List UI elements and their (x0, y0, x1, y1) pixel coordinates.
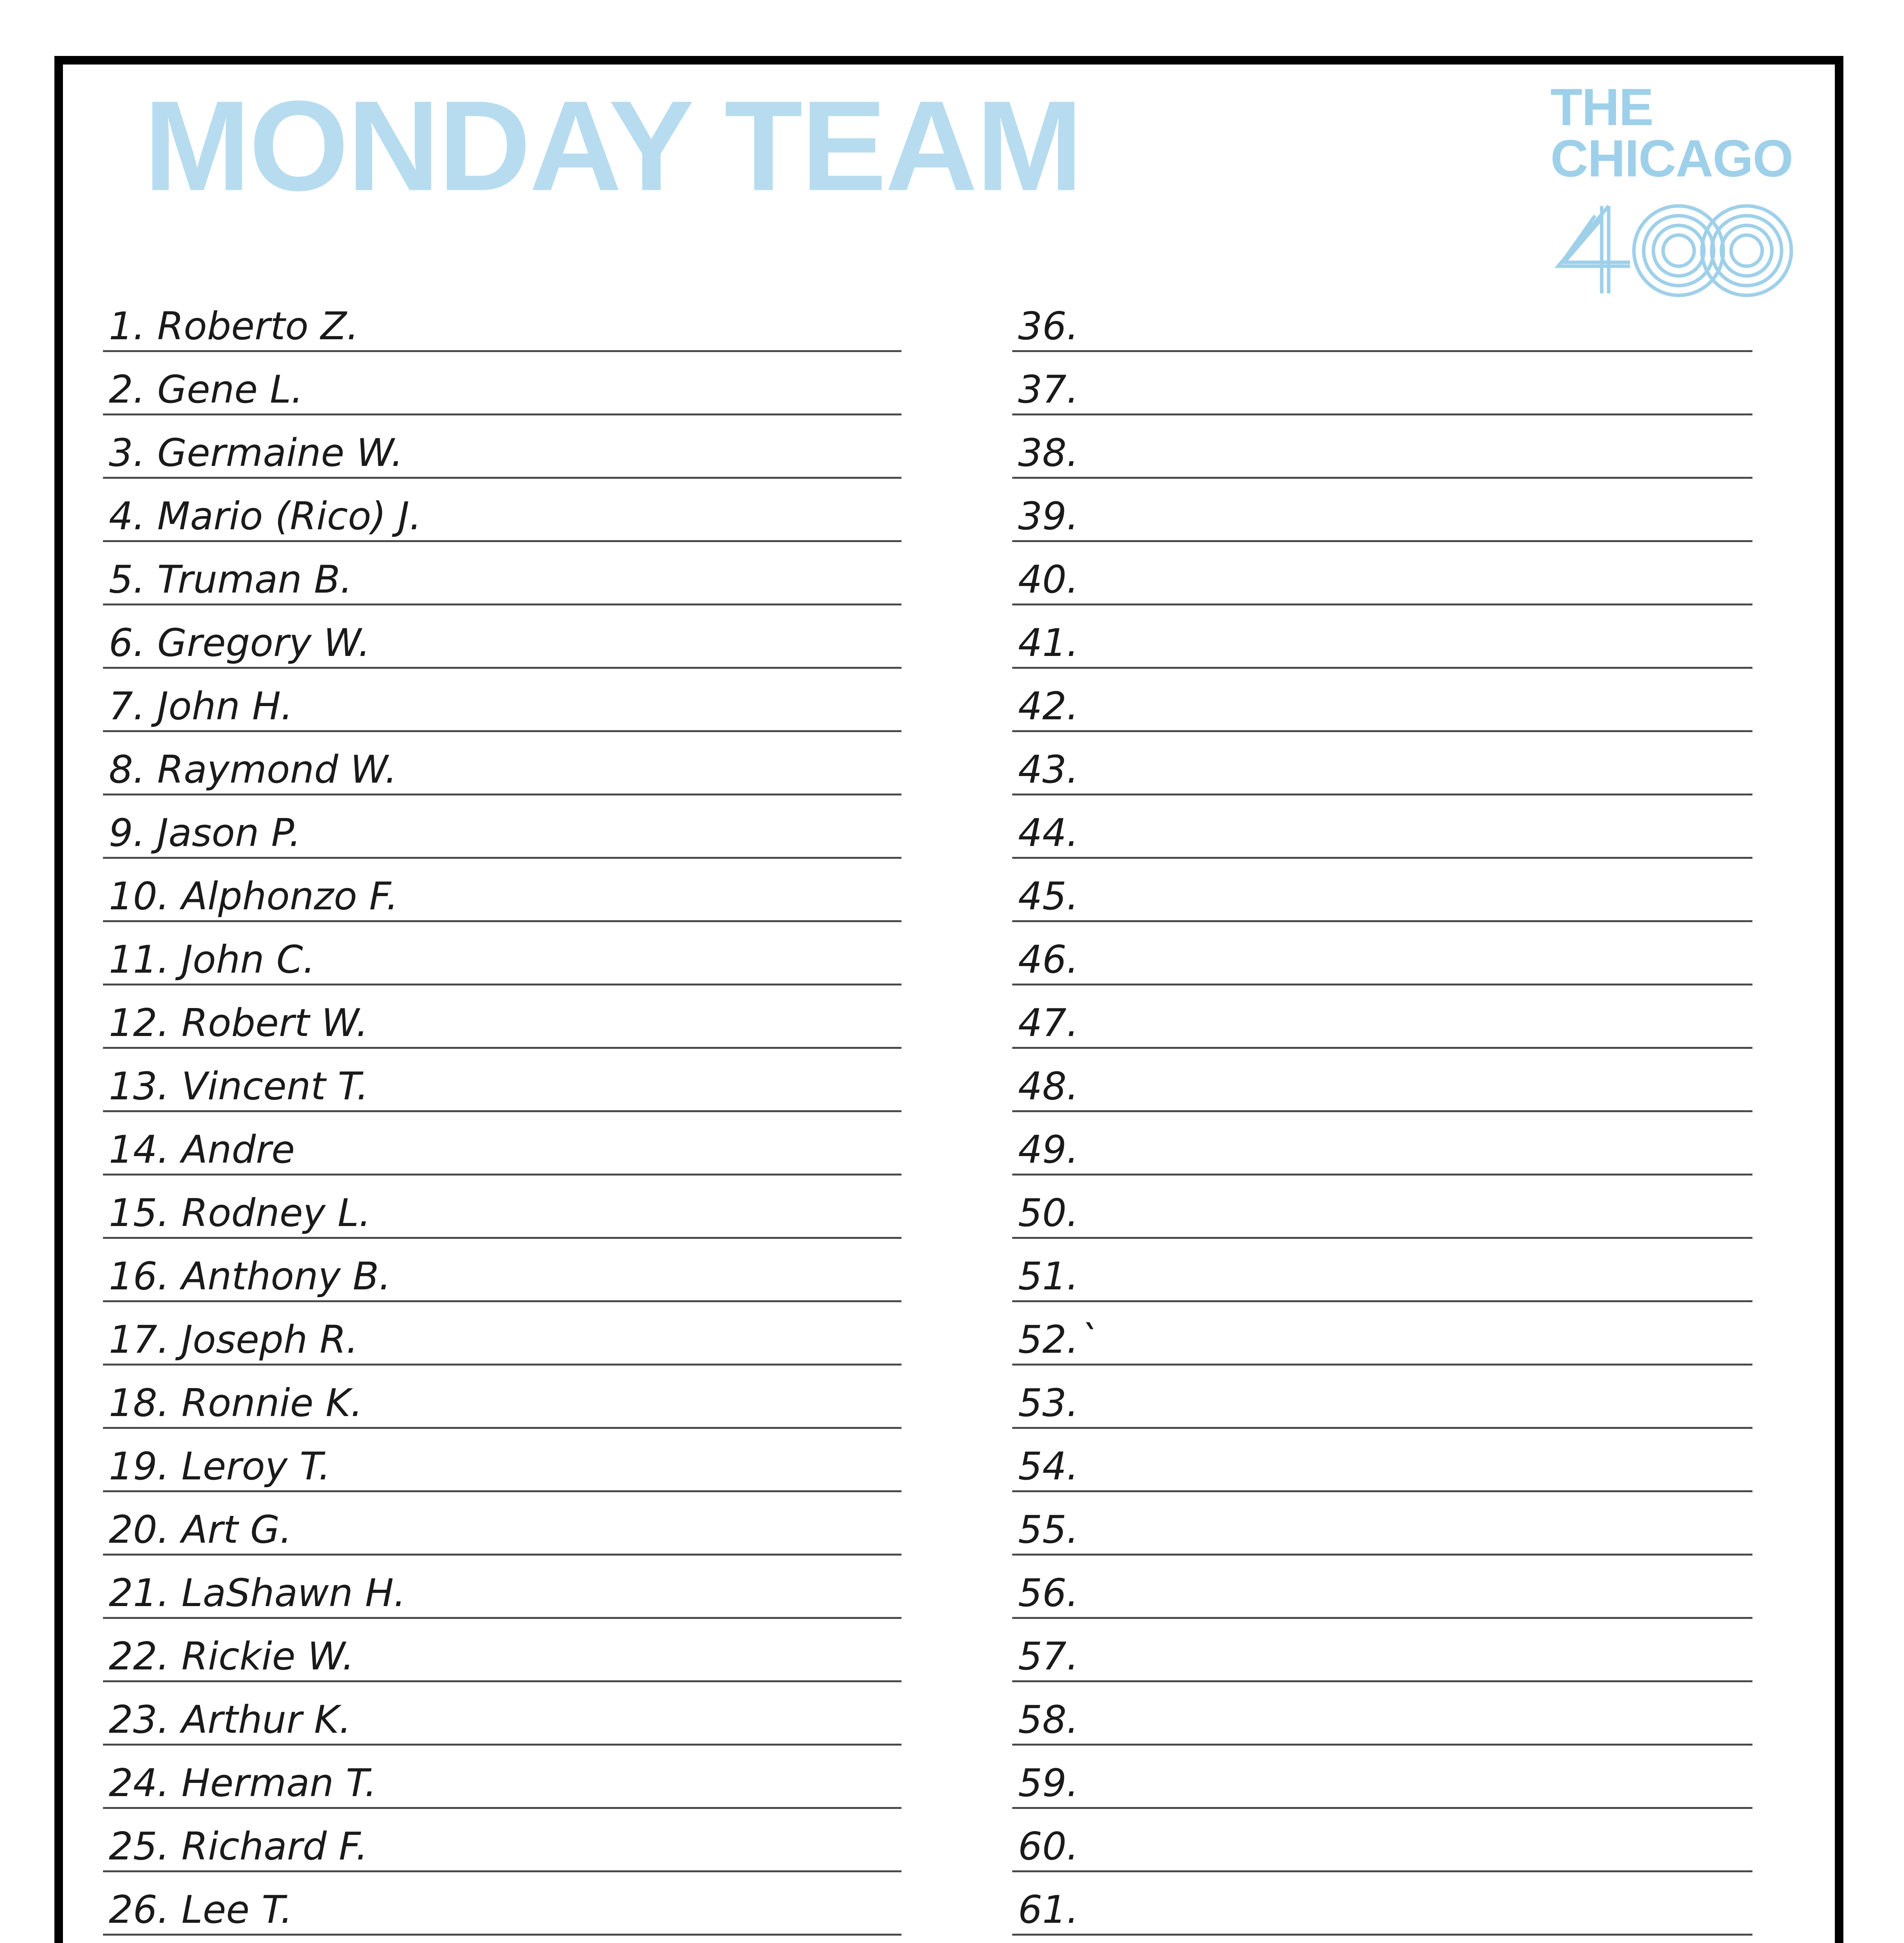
roster-entry: 38. (1018, 431, 1079, 475)
roster-entry: 16. Anthony B. (109, 1254, 391, 1299)
roster-row (103, 1429, 901, 1492)
roster-row (103, 542, 901, 605)
roster-entry: 14. Andre (109, 1128, 295, 1172)
roster-entry: 61. (1018, 1888, 1079, 1932)
roster-entry: 11. John C. (109, 938, 315, 982)
roster-entry: 9. Jason P. (109, 811, 301, 855)
roster-row (1012, 732, 1752, 795)
roster-entry: 36. (1018, 304, 1079, 349)
roster-row (1012, 1809, 1752, 1872)
roster-entry: 51. (1018, 1254, 1079, 1299)
roster-row (1012, 1049, 1752, 1112)
roster-row (103, 1176, 901, 1239)
roster-entry: 24. Herman T. (109, 1761, 377, 1805)
roster-row (1012, 1682, 1752, 1746)
roster-row (1012, 1936, 1752, 1943)
roster-entry: 21. LaShawn H. (109, 1571, 406, 1615)
roster-row (1012, 479, 1752, 542)
roster-column-right (1012, 289, 1752, 1943)
roster-row (103, 289, 901, 352)
roster-row (103, 415, 901, 479)
roster-entry: 25. Richard F. (109, 1824, 368, 1869)
roster-row (1012, 1872, 1752, 1936)
roster-entry: 58. (1018, 1698, 1079, 1742)
roster-row (103, 352, 901, 415)
logo-line-2: CHICAGO (1550, 129, 1793, 188)
roster-entry: 15. Rodney L. (109, 1191, 371, 1235)
roster-row (1012, 985, 1752, 1049)
roster-row (1012, 1302, 1752, 1366)
roster-entry: 53. (1018, 1381, 1079, 1425)
roster-entry: 56. (1018, 1571, 1079, 1615)
roster-row (1012, 1366, 1752, 1429)
roster-entry: 39. (1018, 494, 1079, 539)
roster-entry: 26. Lee T. (109, 1888, 293, 1932)
roster-entry: 4. Mario (Rico) J. (109, 494, 422, 539)
roster-entry: 12. Robert W. (109, 1001, 368, 1045)
roster-row (103, 1239, 901, 1302)
roster-entry: 52.` (1018, 1318, 1098, 1362)
roster-entry: 40. (1018, 558, 1079, 602)
roster-row (103, 1746, 901, 1809)
roster-row (1012, 1746, 1752, 1809)
roster-entry: 13. Vincent T. (109, 1064, 369, 1109)
roster-entry: 43. (1018, 748, 1079, 792)
roster-entry: 50. (1018, 1191, 1079, 1235)
roster-entry: 1. Roberto Z. (109, 304, 359, 349)
roster-entry: 23. Arthur K. (109, 1698, 351, 1742)
roster-row (1012, 289, 1752, 352)
roster-entry: 57. (1018, 1634, 1079, 1679)
roster-entry: 10. Alphonzo F. (109, 874, 399, 919)
roster-entry: 2. Gene L. (109, 368, 303, 412)
roster-entry: 46. (1018, 938, 1079, 982)
roster-row (103, 1112, 901, 1176)
roster-row (103, 669, 901, 732)
roster-row (103, 732, 901, 795)
logo-line-1: THE (1550, 78, 1653, 136)
roster-entry: 37. (1018, 368, 1079, 412)
roster-entry: 17. Joseph R. (109, 1318, 358, 1362)
roster-entry: 55. (1018, 1508, 1079, 1552)
roster-row (103, 859, 901, 922)
roster-row (103, 795, 901, 859)
roster-entry: 19. Leroy T. (109, 1444, 331, 1489)
roster-entry: 22. Rickie W. (109, 1634, 354, 1679)
roster-entry: 54. (1018, 1444, 1079, 1489)
roster-row (103, 985, 901, 1049)
roster-row (1012, 1176, 1752, 1239)
roster-row (1012, 1492, 1752, 1556)
roster-row (1012, 415, 1752, 479)
roster-row (103, 1366, 901, 1429)
roster-entry: 42. (1018, 684, 1079, 729)
roster-row (1012, 1239, 1752, 1302)
roster-entry: 8. Raymond W. (109, 748, 397, 792)
roster-entry: 7. John H. (109, 684, 293, 729)
roster-entry: 18. Ronnie K. (109, 1381, 363, 1425)
roster-row (103, 605, 901, 669)
roster-row (103, 1936, 901, 1943)
roster-row (1012, 542, 1752, 605)
roster-row (1012, 352, 1752, 415)
logo-400-graphic (1550, 198, 1795, 299)
roster-row (1012, 1112, 1752, 1176)
roster-row (103, 1872, 901, 1936)
roster-row (1012, 1429, 1752, 1492)
roster-entry: 44. (1018, 811, 1079, 855)
roster-entry: 48. (1018, 1064, 1079, 1109)
roster-row (1012, 605, 1752, 669)
roster-row (103, 922, 901, 985)
roster-row (103, 1302, 901, 1366)
roster-row (1012, 669, 1752, 732)
roster-row (103, 1682, 901, 1746)
roster-row (1012, 1556, 1752, 1619)
page-title: MONDAY TEAM (144, 74, 1081, 217)
roster-row (103, 1492, 901, 1556)
roster-entry: 5. Truman B. (109, 558, 352, 602)
roster-row (1012, 795, 1752, 859)
roster-entry: 3. Germaine W. (109, 431, 403, 475)
roster-entry: 20. Art G. (109, 1508, 292, 1552)
roster-entry: 45. (1018, 874, 1079, 919)
roster-entry: 47. (1018, 1001, 1079, 1045)
roster-row (1012, 922, 1752, 985)
roster-row (103, 1809, 901, 1872)
roster-entry: 60. (1018, 1824, 1079, 1869)
roster-row (103, 1556, 901, 1619)
chicago-400-logo (1550, 78, 1795, 299)
roster-entry: 41. (1018, 621, 1079, 665)
roster-entry: 6. Gregory W. (109, 621, 370, 665)
roster-row (1012, 859, 1752, 922)
roster-row (103, 1619, 901, 1682)
roster-row (103, 479, 901, 542)
roster-entry: 59. (1018, 1761, 1079, 1805)
roster-row (103, 1049, 901, 1112)
roster-row (1012, 1619, 1752, 1682)
roster-entry: 49. (1018, 1128, 1079, 1172)
roster-column-left (103, 289, 901, 1943)
